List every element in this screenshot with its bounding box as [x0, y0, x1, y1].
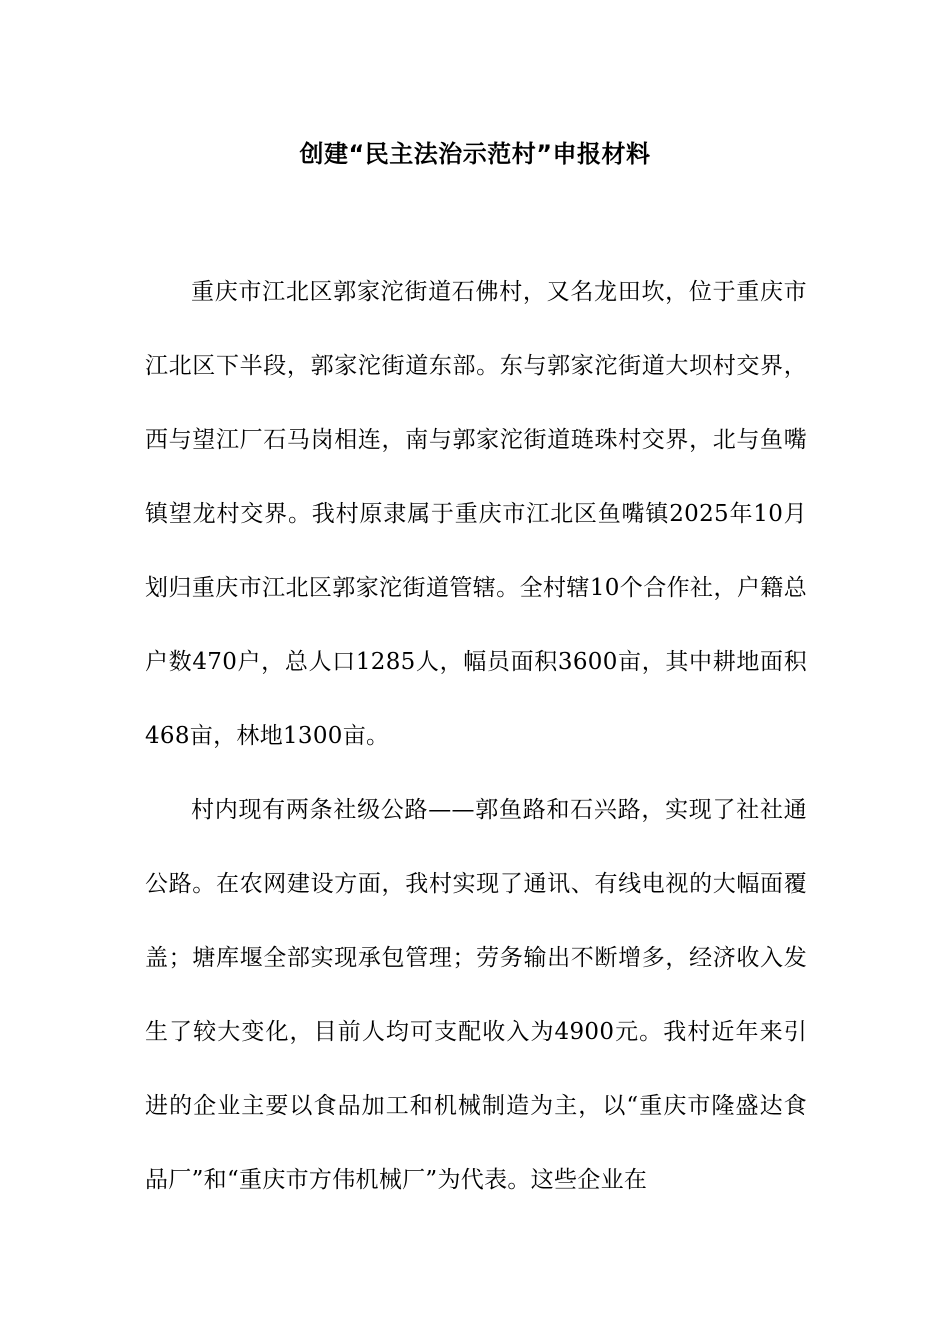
document-title: 创建“民主法治示范村”申报材料 [299, 140, 651, 168]
paragraph-village-overview: 重庆市江北区郭家沱街道石佛村，又名龙田坎，位于重庆市江北区下半段，郭家沱街道东部。东与郭家沱街道大坝村交界，西与望江厂石马岗相连，南与郭家沱街道琏珠村交界，北与鱼嘴镇望龙村交界。我村原隶属于重庆市江北区鱼嘴镇2025年10月划归重庆市江北区郭家沱街道管辖。全村辖10个合作社，户籍总户数470户，总人口1285人，幅员面积3600亩，其中耕地面积468亩，林地1300亩。 [145, 279, 807, 749]
paragraph-infrastructure-economy: 村内现有两条社级公路——郭鱼路和石兴路，实现了社社通公路。在农网建设方面，我村实现了通讯、有线电视的大幅面覆盖；塘库堰全部实现承包管理；劳务输出不断增多，经济收入发生了较大变化，目前人均可支配收入为4900元。我村近年来引进的企业主要以食品加工和机械制造为主，以“重庆市隆盛达食品厂”和“重庆市方伟机械厂”为代表。这些企业在 [145, 797, 807, 1193]
document-body [145, 255, 807, 1217]
